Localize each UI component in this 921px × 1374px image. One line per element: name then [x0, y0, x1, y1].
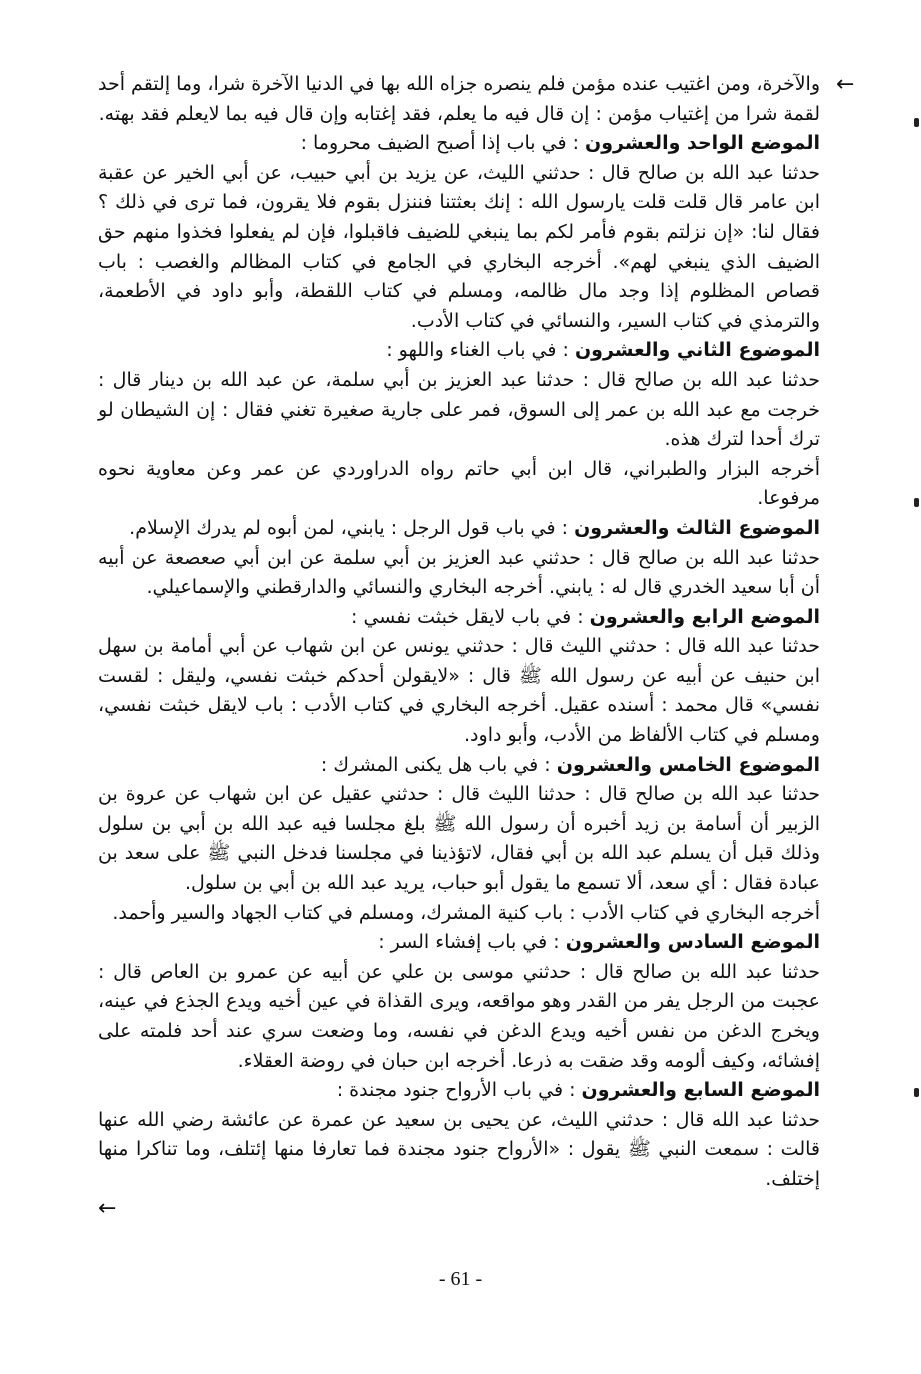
body-paragraph: حدثنا عبد الله بن صالح قال : حدثنا الليث قال : حدثني عقيل عن ابن شهاب عن عروة بن الزبير أن أسامة بن زيد أخبره أن رسول الله ﷺ بلغ مجلسا فيه عبد الله بن أبي بن سلول وذلك قبل أن يسلم عبد الله بن أبي فقال، لاتؤذينا في مجلسنا فدخل النبي ﷺ على سعد بن عبادة فقال : أي سعد، ألا تسمع ما يقول أبو حباب، يريد عبد الله بن أبي بن سلول.	[98, 783, 820, 895]
section-heading-subtitle: : في باب هل يكنى المشرك :	[320, 753, 557, 776]
section-heading-title: الموضوع الثالث والعشرون	[574, 516, 820, 539]
section-heading-line	[98, 336, 820, 366]
section-heading-subtitle: : في باب الغناء واللهو :	[386, 339, 575, 362]
section-heading-line	[98, 129, 820, 159]
body-paragraph: حدثنا عبد الله بن صالح قال : حدثني موسى بن علي عن أبيه عن عمرو بن العاص قال : عجبت من الرجل يفر من القدر وهو مواقعه، ويرى القذاة في عين أخيه ويدع الجذع في عينه، ويخرج الدغن من نفس أخيه ويدع الدغن في نفسه، وما وضعت سري عند أحد فلمته على إفشائه، وكيف ألومه وقد ضقت به ذرعا. أخرجه ابن حبان في روضة العقلاء.	[98, 960, 820, 1072]
body-paragraph: أخرجه البزار والطبراني، قال ابن أبي حاتم رواه الدراوردي عن عمر وعن معاوية نحوه مرفوعا.	[98, 457, 820, 510]
margin-mark	[914, 498, 919, 507]
section-heading-subtitle: : في باب لايقل خبثت نفسي :	[351, 605, 590, 628]
margin-mark	[914, 1088, 919, 1097]
section-heading-title: الموضوع الخامس والعشرون	[556, 753, 820, 776]
body-paragraph: حدثنا عبد الله بن صالح قال : حدثنا عبد العزيز بن أبي سلمة، عن عبد الله بن دينار قال : خرجت مع عبد الله بن عمر إلى السوق، فمر على جارية صغيرة تغني فقال : إن الشيطان لو ترك أحدا لترك هذه.	[98, 368, 820, 451]
section-heading-title: الموضوع الثاني والعشرون	[574, 339, 820, 362]
section-heading-subtitle: : في باب الأرواح جنود مجندة :	[336, 1079, 582, 1102]
section-heading-title: الموضع السادس والعشرون	[565, 931, 820, 954]
body-paragraph: حدثنا عبد الله بن صالح قال : حدثني عبد العزيز بن أبي سلمة عن ابن أبي صعصعة عن أبيه أن أبا سعيد الخدري قال له : يابني. أخرجه البخاري والنسائي والدارقطني والإسماعيلي.	[98, 546, 820, 599]
body-paragraph: حدثنا عبد الله قال : حدثني الليث قال : حدثني يونس عن ابن شهاب عن أبي أمامة بن سهل ابن حنيف عن أبيه عن رسول الله ﷺ قال : «لايقولن أحدكم خبثت نفسي، وليقل : لقست نفسي» قال محمد : أسنده عقيل. أخرجه البخاري في كتاب الأدب : باب لايقل خبثت نفسي، ومسلم في كتاب الألفاظ من الأدب، وأبو داود.	[98, 635, 820, 747]
section-heading-line	[98, 751, 820, 781]
margin-mark	[914, 118, 919, 127]
section-heading-title: الموضع الواحد والعشرون	[585, 132, 820, 155]
continued-arrow-icon-top: ←	[836, 72, 855, 97]
section-heading-line	[98, 514, 820, 544]
continued-arrow-icon-bottom: ←	[98, 1196, 117, 1221]
body-paragraph: والآخرة، ومن اغتيب عنده مؤمن فلم ينصره جزاه الله بها في الدنيا الآخرة شرا، وما إلتقم أحد لقمة شرا من إغتياب مؤمن : إن قال فيه ما يعلم، فقد إغتابه وإن قال فيه بما لايعلم فقد بهته.	[98, 73, 820, 125]
section-heading-title: الموضع السابع والعشرون	[581, 1079, 820, 1102]
section-heading-subtitle: : في باب قول الرجل : يابني، لمن أبوه لم يدرك الإسلام.	[129, 516, 575, 539]
page-number: - 61 -	[438, 1268, 483, 1290]
body-paragraph: حدثنا عبد الله قال : حدثني الليث، عن يحيى بن سعيد عن عمرة عن عائشة رضي الله عنها قالت : سمعت النبي ﷺ يقول : «الأرواح جنود مجندة فما تعارفا منها إئتلف، وما تناكرا منها إختلف.	[98, 1108, 820, 1190]
body-paragraph: أخرجه البخاري في كتاب الأدب : باب كنية المشرك، ومسلم في كتاب الجهاد والسير وأحمد.	[112, 901, 820, 924]
section-heading-line	[98, 1076, 820, 1106]
body-paragraph: حدثنا عبد الله بن صالح قال : حدثني الليث، عن يزيد بن أبي حبيب، عن أبي الخير عن عقبة ابن عامر قال قلت قلت يارسول الله : إنك بعثتنا فننزل بقوم فلا يقرون، فما ترى في ذلك ؟ فقال لنا: «إن نزلتم بقوم فأمر لكم بما ينبغي للضيف فاقبلوا، فإن لم يفعلوا فخذوا منهم حق الضيف الذي ينبغي لهم». أخرجه البخاري في الجامع في كتاب المظالم والغصب : باب قصاص المظلوم إذا وجد مال ظالمه، ومسلم في كتاب اللقطة، وأبو داود في الأطعمة، والترمذي في كتاب السير، والنسائي في كتاب الأدب.	[98, 161, 820, 332]
section-heading-line	[98, 603, 820, 633]
page-body	[98, 70, 820, 1195]
section-heading-title: الموضع الرابع والعشرون	[589, 605, 820, 628]
section-heading-subtitle: : في باب إفشاء السر :	[378, 931, 566, 954]
section-heading-subtitle: : في باب إذا أصبح الضيف محروما :	[300, 132, 586, 155]
section-heading-line	[98, 928, 820, 958]
